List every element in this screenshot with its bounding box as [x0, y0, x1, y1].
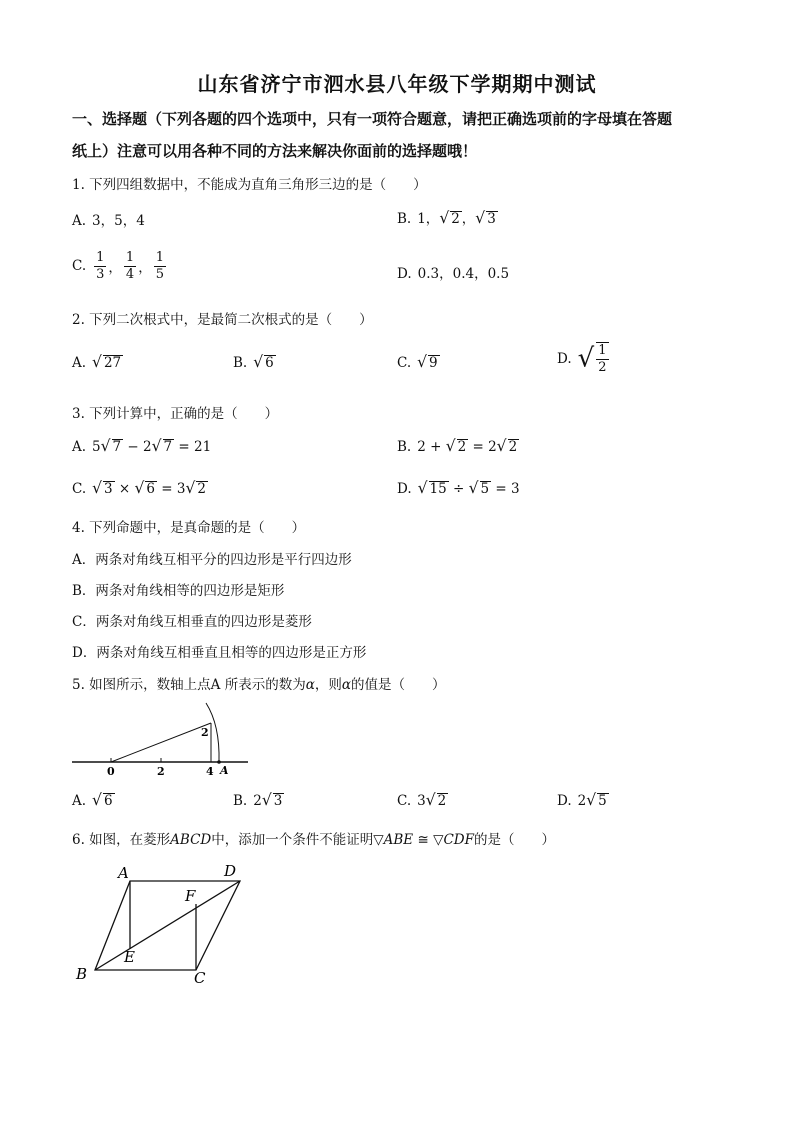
radical-sign: √	[253, 353, 264, 371]
q1-option-b	[397, 207, 498, 227]
fraction	[124, 250, 136, 282]
q2-stem: 2. 下列二次根式中，是最简二次根式的是（ ）	[72, 312, 373, 328]
vertex-label-d: D	[224, 862, 237, 880]
math-text: ，	[138, 260, 152, 277]
radicand: 3	[487, 211, 496, 227]
q4-option-c: C．两条对角线互相垂直的四边形是菱形	[72, 614, 312, 630]
math-text: = 3	[157, 481, 186, 497]
side-length-label: 2	[201, 726, 209, 739]
radicand: 7	[163, 439, 173, 455]
radicand: 2	[457, 439, 467, 455]
radicand: 2	[508, 439, 518, 455]
radicand: 15	[429, 481, 447, 497]
radical-sign: √	[425, 791, 436, 809]
hypotenuse-line	[111, 723, 211, 762]
radicand: 7	[112, 439, 122, 455]
radical-sign: √	[417, 353, 428, 371]
option-label: C.	[397, 793, 412, 809]
radical-sign: √	[475, 209, 486, 227]
math-variable: ▽ABE	[373, 832, 414, 848]
q1-option-d	[397, 262, 509, 282]
math-text: ≅	[413, 832, 434, 848]
radicand: 6	[103, 793, 113, 809]
radical-sign: √	[92, 791, 102, 809]
option-label: A.	[72, 213, 87, 229]
vertex-label-c: C	[194, 969, 206, 987]
q2-option-c	[397, 353, 440, 371]
option-label: D.	[557, 350, 572, 367]
q3-option-d	[397, 479, 520, 497]
number-line-figure	[70, 695, 250, 780]
math-text: ，	[461, 211, 476, 227]
radical-sign: √	[496, 437, 507, 455]
option-label: C.	[397, 355, 412, 371]
math-text: 2	[577, 793, 587, 809]
radicand: 3	[273, 793, 283, 809]
denominator: 3	[96, 266, 105, 282]
radical-sign: √	[445, 437, 456, 455]
math-variable: ▽CDF	[433, 832, 474, 848]
radicand: 6	[265, 355, 274, 371]
math-text: ×	[114, 481, 135, 497]
q1-option-c	[72, 250, 168, 282]
radicand: 2	[197, 481, 206, 497]
page-title: 山东省济宁市泗水县八年级下学期期中测试	[197, 72, 597, 96]
stem-text: 的值是（ ）	[350, 677, 446, 693]
fraction	[154, 250, 166, 282]
radical-sign: √	[417, 479, 428, 497]
math-text: 2	[253, 793, 262, 809]
radical-sign: √	[92, 479, 103, 497]
q3-option-c	[72, 479, 208, 497]
q3-option-a	[72, 437, 211, 455]
denominator: 5	[155, 266, 164, 282]
math-text: ÷	[448, 481, 469, 497]
numerator: 1	[155, 250, 164, 265]
option-label: A.	[72, 355, 87, 371]
fraction	[94, 250, 106, 282]
math-text: 2 +	[417, 439, 446, 455]
q4-option-a: A．两条对角线互相平分的四边形是平行四边形	[72, 552, 352, 568]
stem-text: 中，添加一个条件不能证明	[211, 832, 374, 848]
point-label-e: E	[124, 948, 135, 966]
point-label-f: F	[185, 887, 196, 905]
section-header-line2: 纸上）注意可以用各种不同的方法来解决你面前的选择题哦！	[72, 142, 478, 160]
option-label: D.	[557, 793, 572, 809]
radicand: 9	[429, 355, 438, 371]
stem-text: 6. 如图，在菱形	[72, 832, 171, 848]
math-text: − 2	[123, 439, 152, 455]
math-variable: α	[341, 677, 351, 693]
option-text: 0.3，0.4，0.5	[417, 266, 510, 282]
q5-option-d	[557, 791, 609, 809]
q3-option-b	[397, 437, 519, 455]
radicand: 5	[598, 793, 607, 809]
math-text: = 3	[491, 481, 520, 497]
tick-label-2: 2	[157, 765, 165, 778]
math-text: = 2	[468, 439, 497, 455]
math-text: 1，	[417, 211, 440, 227]
radical-sign: √	[586, 791, 597, 809]
q5-option-a	[72, 791, 115, 809]
radical-sign: √	[151, 437, 162, 455]
option-label: B.	[397, 211, 412, 227]
numerator: 1	[125, 250, 135, 265]
vertex-label-a: A	[118, 864, 129, 882]
math-text: ，	[108, 260, 122, 277]
q4-option-d: D．两条对角线互相垂直且相等的四边形是正方形	[72, 645, 367, 661]
stem-text: ，则	[314, 677, 342, 693]
q2-option-a	[72, 353, 123, 371]
q2-option-d	[557, 342, 611, 375]
radical-sign: √	[134, 479, 145, 497]
radical-sign: √	[439, 209, 450, 227]
option-label: B.	[233, 793, 248, 809]
q3-stem: 3. 下列计算中，正确的是（ ）	[72, 406, 279, 422]
option-label: B.	[397, 439, 412, 455]
option-label: C.	[72, 258, 87, 275]
stem-text: 5. 如图所示，数轴上点A 所表示的数为	[72, 677, 306, 693]
tick-label-0: 0	[107, 765, 115, 778]
option-label: D.	[397, 481, 412, 497]
option-label: A.	[72, 439, 87, 455]
radicand: 6	[146, 481, 156, 497]
math-variable: α	[305, 677, 315, 693]
q5-option-c	[397, 791, 448, 809]
radical-sign: √	[261, 791, 272, 809]
radical-sign: √	[577, 343, 595, 374]
q5-option-b	[233, 791, 284, 809]
point-a-label: A	[220, 764, 229, 777]
option-label: B.	[233, 355, 248, 371]
denominator: 2	[598, 359, 607, 375]
numerator: 1	[96, 250, 105, 265]
q1-option-a	[72, 209, 145, 229]
numerator: 1	[598, 343, 607, 358]
math-text: 3	[417, 793, 426, 809]
q1-stem: 1. 下列四组数据中，不能成为直角三角形三边的是（ ）	[72, 177, 427, 193]
q4-option-b: B．两条对角线相等的四边形是矩形	[72, 583, 285, 599]
option-label: D.	[397, 266, 412, 282]
tick-label-4: 4	[206, 765, 214, 778]
rhombus-figure	[70, 860, 250, 990]
radical-sign: √	[185, 479, 196, 497]
q2-option-b	[233, 353, 276, 371]
radical-sign: √	[92, 353, 102, 371]
radical-sign: √	[100, 437, 111, 455]
option-label: A.	[72, 793, 87, 809]
q4-stem: 4. 下列命题中，是真命题的是（ ）	[72, 520, 306, 536]
radicand: 2	[437, 793, 447, 809]
radical-sign: √	[468, 479, 479, 497]
math-variable: ABCD	[170, 832, 212, 848]
q5-stem	[72, 673, 445, 693]
option-label: C.	[72, 481, 87, 497]
radicand: 3	[104, 481, 113, 497]
radicand: 5	[480, 481, 490, 497]
math-text: = 21	[174, 439, 212, 455]
q6-stem	[72, 828, 555, 848]
fraction	[596, 342, 608, 375]
section-header-line1: 一、选择题（下列各题的四个选项中，只有一项符合题意，请把正确选项前的字母填在答题	[72, 110, 673, 128]
denominator: 4	[125, 266, 135, 282]
option-text: 3，5，4	[92, 213, 145, 229]
math-text: 5	[92, 439, 101, 455]
radicand: 27	[103, 355, 122, 371]
vertex-label-b: B	[76, 965, 88, 983]
radicand: 2	[451, 211, 460, 227]
stem-text: 的是（ ）	[473, 832, 555, 848]
